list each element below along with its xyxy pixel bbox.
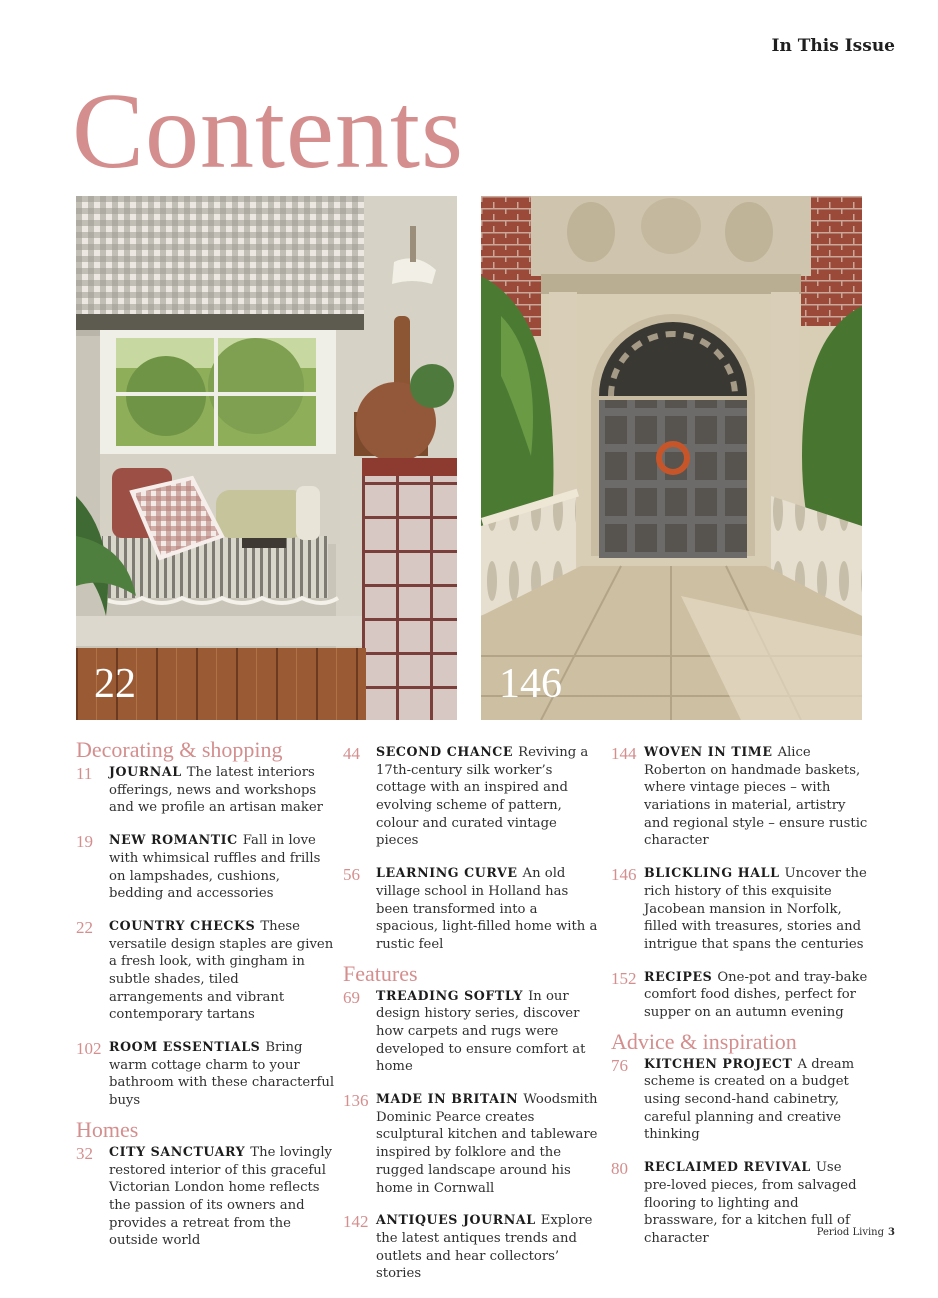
entry-page-number: 11 bbox=[76, 764, 93, 784]
entry-heading: KITCHEN PROJECT bbox=[644, 1055, 793, 1071]
entry-heading: MADE IN BRITAIN bbox=[376, 1091, 519, 1107]
category-heading: Features bbox=[343, 960, 418, 986]
entry-heading: RECLAIMED REVIVAL bbox=[644, 1159, 811, 1175]
entry-description: A dream scheme is created on a budget using second-hand cabinetry, careful planning and creative thinking bbox=[644, 1056, 855, 1143]
entry-description: An old village school in Holland has been transformed into a spacious, light-filled home with a rustic feel bbox=[376, 866, 598, 952]
contents-entry[interactable] bbox=[76, 832, 336, 903]
entry-heading: LEARNING CURVE bbox=[376, 865, 518, 881]
contents-column-2 bbox=[343, 744, 603, 1298]
contents-entry[interactable] bbox=[343, 988, 603, 1076]
entry-heading: WOVEN IN TIME bbox=[644, 744, 773, 759]
contents-entry[interactable] bbox=[76, 1144, 336, 1250]
entry-page-number: 19 bbox=[76, 832, 93, 852]
contents-entry[interactable] bbox=[611, 865, 871, 953]
stone-doorway-photo-icon bbox=[481, 196, 862, 720]
entry-heading: COUNTRY CHECKS bbox=[109, 917, 256, 933]
photo-page-number: 22 bbox=[94, 661, 136, 707]
entry-heading: JOURNAL bbox=[109, 764, 182, 780]
page-title: Contents bbox=[72, 72, 465, 191]
magazine-name: Period Living bbox=[816, 1227, 885, 1238]
contents-column-3 bbox=[611, 744, 871, 1263]
entry-description: Fall in love with whimsical ruffles and frills on lampshades, cushions, bedding and accessories bbox=[109, 833, 321, 902]
entry-heading: CITY SANCTUARY bbox=[109, 1143, 246, 1159]
entry-heading: TREADING SOFTLY bbox=[376, 987, 524, 1003]
entry-description: Bring warm cottage charm to your bathroom with these characterful buys bbox=[109, 1040, 335, 1109]
contents-entry[interactable] bbox=[76, 918, 336, 1024]
entry-page-number: 56 bbox=[343, 865, 360, 885]
contents-column-1 bbox=[76, 738, 336, 1265]
contents-entry[interactable] bbox=[343, 1091, 603, 1197]
contents-entry[interactable] bbox=[76, 764, 336, 817]
contents-entry[interactable] bbox=[343, 865, 603, 953]
page-number: 3 bbox=[888, 1227, 895, 1238]
entry-description: One-pot and tray-bake comfort food dishes, perfect for supper on an autumn evening bbox=[644, 969, 868, 1020]
entry-description: Alice Roberton on handmade baskets, where vintage pieces – with variations in material, artistry and regional style – ensure rustic character bbox=[644, 745, 868, 849]
entry-heading: BLICKLING HALL bbox=[644, 865, 780, 881]
entry-page-number: 136 bbox=[343, 1091, 369, 1111]
contents-entry[interactable] bbox=[76, 1039, 336, 1110]
contents-entry[interactable] bbox=[343, 744, 603, 850]
entry-description: The latest interiors offerings, news and workshops and we profile an artisan maker bbox=[109, 765, 323, 816]
entry-page-number: 69 bbox=[343, 987, 360, 1007]
photo-window-seat[interactable] bbox=[76, 196, 457, 720]
photo-page-number: 146 bbox=[499, 661, 562, 707]
entry-description: In our design history series, discover how carpets and rugs were developed to ensure comfort at home bbox=[376, 988, 586, 1075]
entry-page-number: 76 bbox=[611, 1055, 628, 1075]
entry-description: Explore the latest antiques trends and outlets and hear collectors’ stories bbox=[376, 1213, 593, 1282]
contents-entry[interactable] bbox=[611, 1056, 871, 1144]
photo-stone-doorway[interactable] bbox=[481, 196, 862, 720]
category-heading: Homes bbox=[76, 1116, 139, 1142]
entry-page-number: 102 bbox=[76, 1039, 102, 1059]
entry-page-number: 144 bbox=[611, 744, 637, 763]
entry-heading: SECOND CHANCE bbox=[376, 744, 514, 759]
entry-page-number: 152 bbox=[611, 968, 637, 988]
page-footer bbox=[817, 1227, 895, 1238]
window-seat-photo-icon bbox=[76, 196, 457, 720]
entry-heading: ROOM ESSENTIALS bbox=[109, 1039, 261, 1055]
entry-heading: ANTIQUES JOURNAL bbox=[376, 1212, 536, 1228]
entry-page-number: 32 bbox=[76, 1143, 93, 1163]
section-label: In This Issue bbox=[771, 36, 895, 56]
entry-description: Use pre-loved pieces, from salvaged flooring to lighting and brassware, for a kitchen full of character bbox=[644, 1160, 857, 1246]
category-heading: Advice & inspiration bbox=[611, 1028, 797, 1054]
entry-page-number: 22 bbox=[76, 917, 93, 937]
contents-entry[interactable] bbox=[611, 969, 871, 1022]
entry-page-number: 80 bbox=[611, 1159, 628, 1179]
entry-description: Uncover the rich history of this exquisite Jacobean mansion in Norfolk, filled with treasures, stories and intrigue that spans the centuries bbox=[644, 866, 867, 952]
entry-description: The lovingly restored interior of this graceful Victorian London home reflects the passion of its owners and provides a retreat from the outside world bbox=[109, 1144, 332, 1249]
entry-heading: NEW ROMANTIC bbox=[109, 832, 238, 848]
entry-page-number: 44 bbox=[343, 744, 360, 763]
entry-description: Reviving a 17th-century silk worker’s cottage with an inspired and evolving scheme of pattern, colour and curated vintage pieces bbox=[376, 745, 589, 849]
contents-entry[interactable] bbox=[611, 744, 871, 850]
entry-description: These versatile design staples are given a fresh look, with gingham in subtle shades, tiled arrangements and vibrant contemporary tartans bbox=[109, 918, 334, 1023]
entry-heading: RECIPES bbox=[644, 968, 713, 984]
contents-entry[interactable] bbox=[343, 1212, 603, 1283]
entry-description: Woodsmith Dominic Pearce creates sculptural kitchen and tableware inspired by folklore and the rugged landscape around his home in Cornwall bbox=[376, 1092, 598, 1196]
entry-page-number: 146 bbox=[611, 865, 637, 885]
entry-page-number: 142 bbox=[343, 1212, 369, 1232]
category-heading: Decorating & shopping bbox=[76, 737, 283, 762]
